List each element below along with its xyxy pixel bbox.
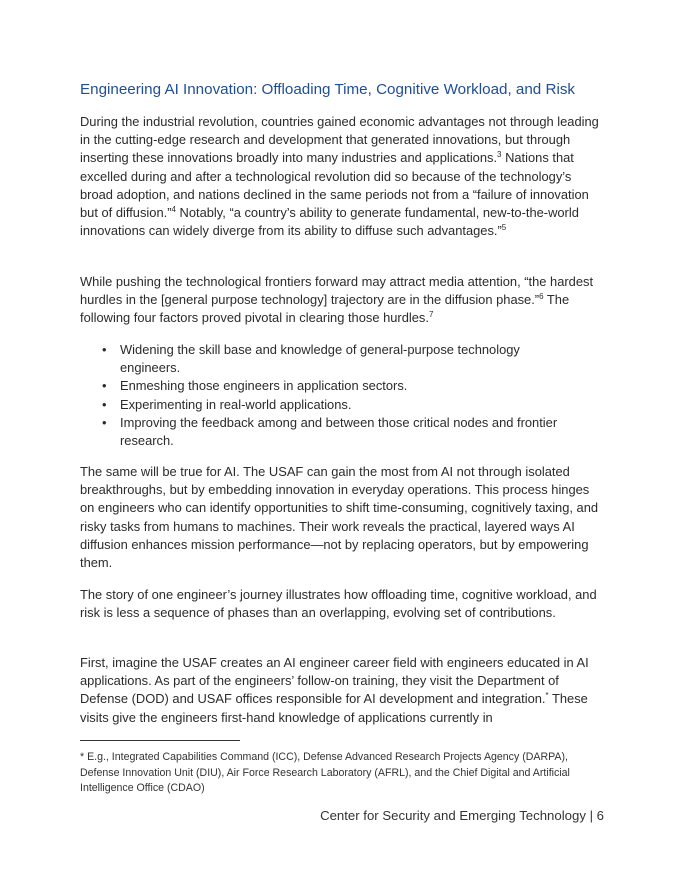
footnote-ref-4[interactable]: 4: [171, 205, 176, 215]
list-item-text: Widening the skill base and knowledge of general-purpose technology engineers.: [120, 342, 520, 376]
list-item-text: Improving the feedback among and between those critical nodes and frontier research.: [120, 414, 558, 449]
section-heading: Engineering AI Innovation: Offloading Time, Cognitive Workload, and Risk: [80, 81, 576, 98]
page-footer: Center for Security and Emerging Technology | 6: [320, 808, 604, 823]
list-item: [80, 341, 602, 377]
footnote-divider: [80, 740, 240, 741]
footnote-ref-6[interactable]: 6: [539, 292, 544, 302]
paragraph-4: The story of one engineer’s journey illustrates how offloading time, cognitive workload, and risk is less a sequence of phases than an overlapping, evolving set of contributions.: [80, 587, 597, 621]
bullet-icon: •: [102, 414, 107, 430]
footnote-ref-3[interactable]: 3: [497, 150, 502, 160]
paragraph-2: [80, 273, 602, 328]
list-item-text: Experimenting in real-world applications.: [120, 396, 352, 412]
bullet-icon: •: [102, 396, 107, 412]
paragraph-2-text-a: While pushing the technological frontiers forward may attract media attention, “the hardest hurdles in the [general purpose technology] trajectory are in the diffusion phase.”: [80, 274, 594, 308]
paragraph-5-text-a: First, imagine the USAF creates an AI engineer career field with engineers educated in AI applications. As part of the engineers’ follow-on training, they visit the Department of Defense (DOD) and USAF offices responsible for AI development and integration.: [80, 655, 589, 707]
list-item: [80, 396, 602, 414]
paragraph-1-text-a: During the industrial revolution, countries gained economic advantages not through leading in the cutting-edge research and development that generated innovations, but through inserting these innovations broadly into many industries and applications.: [80, 114, 599, 166]
paragraph-3: The same will be true for AI. The USAF can gain the most from AI not through isolated breakthroughs, but by embedding innovation in everyday operations. This process hinges on engineers who can identify opportunities to shift time-consuming, cognitively taxing, and risky tasks from humans to machines. Their work reveals the practical, layered ways AI diffusion enhances mission performance—not by replacing operators, but by empowering them.: [80, 464, 599, 571]
bullet-icon: •: [102, 378, 107, 394]
paragraph-1: [80, 113, 602, 240]
footnote-ref-asterisk[interactable]: *: [545, 691, 549, 701]
list-item: [80, 414, 602, 450]
paragraph-2-text-b: The following four factors proved pivotal in clearing those hurdles.: [80, 292, 570, 326]
paragraph-5-text-b: These visits give the engineers first-hand knowledge of applications currently in: [80, 691, 588, 725]
footnote-ref-7[interactable]: 7: [428, 310, 434, 320]
paragraph-1-text-b: Nations that excelled during and after a technological revolution did so because of the technology’s broad adoption, and nations declined in the same periods not from a “failure of innovation but of diffusion.”: [80, 150, 589, 221]
factors-list: [80, 341, 602, 450]
paragraph-1-text-c: Notably, “a country’s ability to generate fundamental, new-to-the-world innovations can widely diverge from its ability to diffuse such advantages.”: [80, 205, 579, 239]
list-item: [80, 377, 602, 395]
footnote: * E.g., Integrated Capabilities Command (ICC), Defense Advanced Research Projects Agency (DARPA), Defense Innovation Unit (DIU), Air Force Research Laboratory (AFRL), and the Chief Digital and Artificial Intelligence Office (CDAO): [80, 751, 570, 794]
bullet-icon: •: [102, 342, 107, 357]
list-item-text: Enmeshing those engineers in application sectors.: [120, 378, 408, 394]
paragraph-5: [80, 654, 602, 727]
footnote-ref-5[interactable]: 5: [501, 223, 507, 233]
